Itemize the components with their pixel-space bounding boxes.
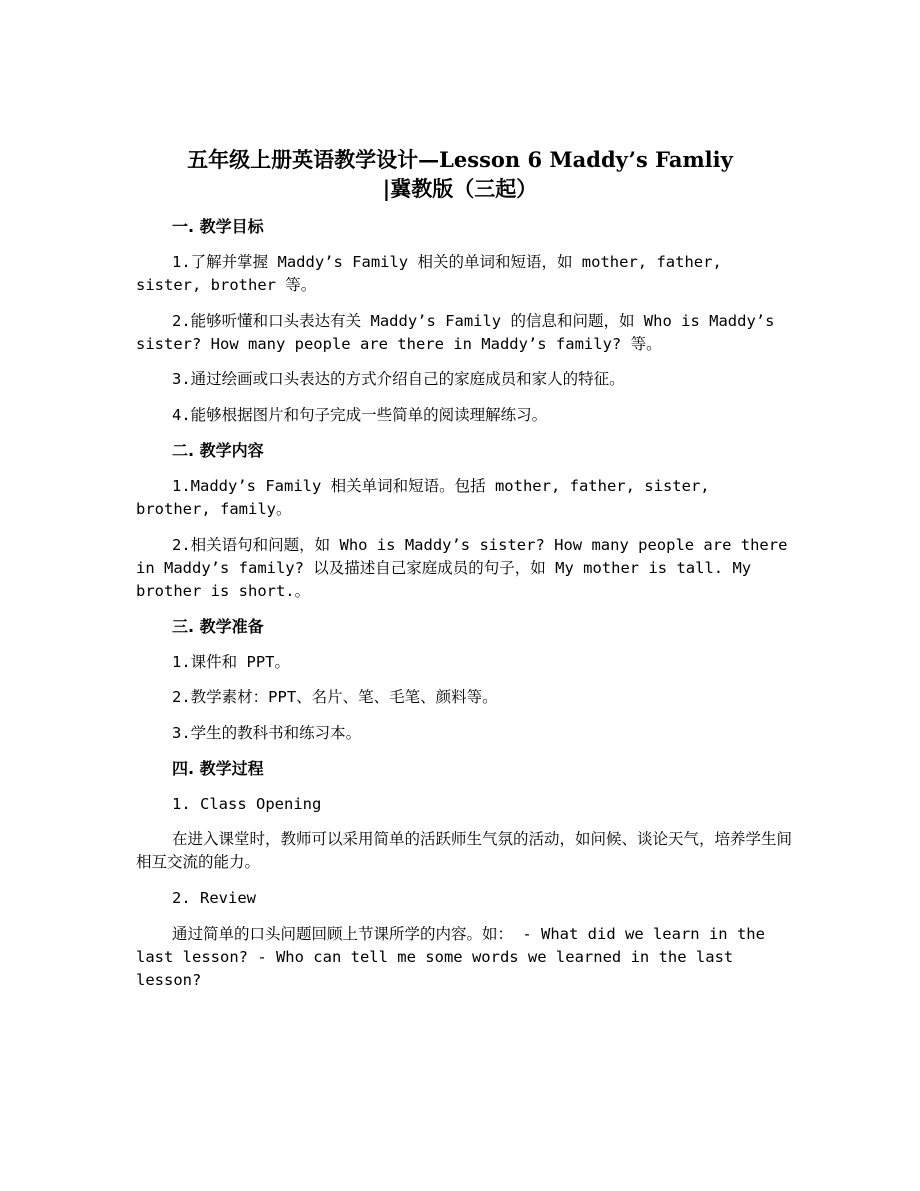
- review-paragraph: 通过简单的口头问题回顾上节课所学的内容。如： - What did we learn in the last lesson? - Who can tell me some words we learned in the last lesson?: [136, 925, 765, 989]
- content-paragraph-1: 1.Maddy’s Family 相关单词和短语。包括 mother, father, sister, brother, family。: [136, 477, 710, 518]
- section-heading-process: 四. 教学过程: [172, 759, 264, 778]
- objective-paragraph-2: 2.能够听懂和口头表达有关 Maddy’s Family 的信息和问题，如 Who is Maddy’s sister? How many people are there in Maddy’s family? 等。: [136, 312, 775, 353]
- section-heading-content: 二. 教学内容: [172, 441, 264, 460]
- section-heading-preparation: 三. 教学准备: [172, 617, 264, 636]
- document-title-line-1: 五年级上册英语教学设计—Lesson 6 Maddy’s Famliy: [187, 147, 733, 172]
- preparation-paragraph-3: 3.学生的教科书和练习本。: [172, 724, 362, 742]
- class-opening-paragraph: 在进入课堂时，教师可以采用简单的活跃师生气氛的活动，如问候、谈论天气，培养学生间相互交流的能力。: [136, 830, 793, 871]
- section-heading-objectives: 一. 教学目标: [172, 217, 264, 236]
- content-paragraph-2: 2.相关语句和问题，如 Who is Maddy’s sister? How many people are there in Maddy’s family? 以及描述自己家庭成员的句子，如 My mother is tall. My brother is short.。: [136, 536, 788, 600]
- subsection-heading-class-opening: 1. Class Opening: [172, 795, 322, 813]
- objective-paragraph-3: 3.通过绘画或口头表达的方式介绍自己的家庭成员和家人的特征。: [172, 370, 625, 388]
- preparation-paragraph-2: 2.教学素材：PPT、名片、笔、毛笔、颜料等。: [172, 688, 498, 706]
- preparation-paragraph-1: 1.课件和 PPT。: [172, 653, 290, 671]
- objective-paragraph-4: 4.能够根据图片和句子完成一些简单的阅读理解练习。: [172, 406, 548, 424]
- document-title-line-2: |冀教版（三起）: [382, 176, 538, 201]
- subsection-heading-review: 2. Review: [172, 889, 256, 907]
- objective-paragraph-1: 1.了解并掌握 Maddy’s Family 相关的单词和短语，如 mother, father, sister, brother 等。: [136, 253, 722, 294]
